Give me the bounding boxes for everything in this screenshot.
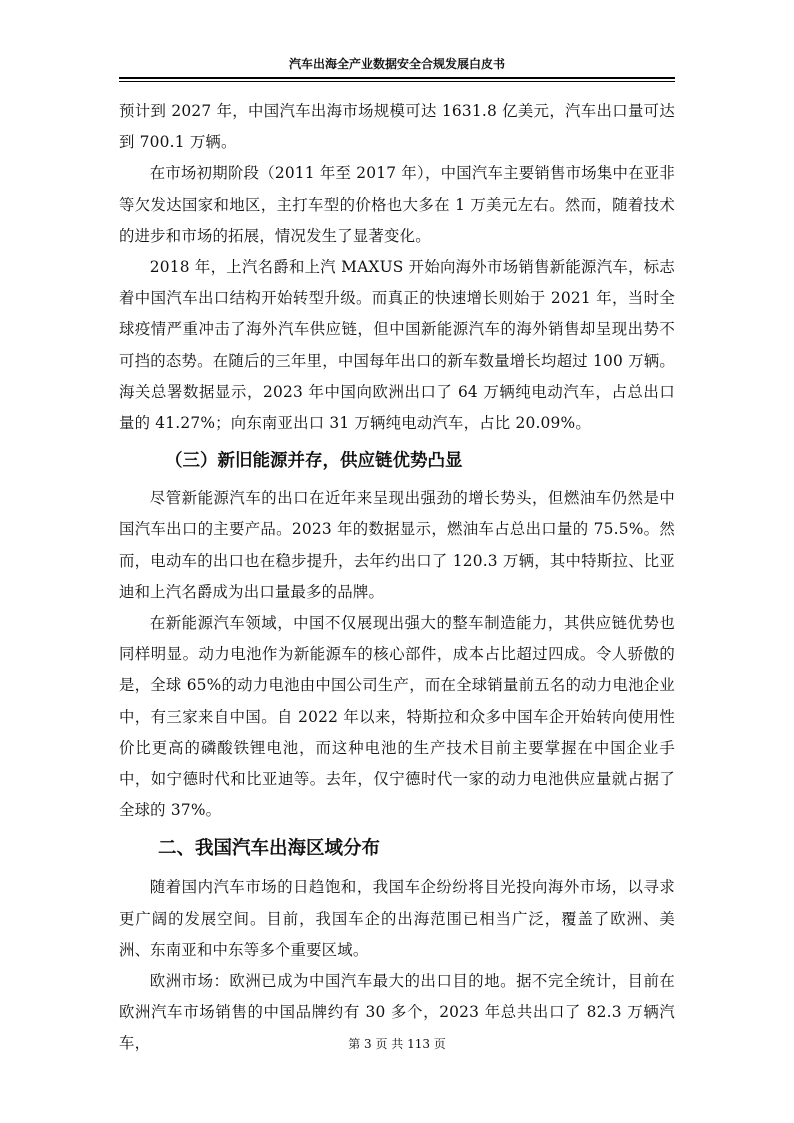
page-body bbox=[119, 96, 675, 1060]
paragraph-early-stage: 在市场初期阶段（2011 年至 2017 年），中国汽车主要销售市场集中在亚非等欠发达国家和地区，主打车型的价格也大多在 1 万美元左右。然而，随着技术的进步和市场的拓展，情况发生了显著变化。 bbox=[119, 164, 675, 245]
paragraph-market-forecast: 预计到 2027 年，中国汽车出海市场规模可达 1631.8 亿美元，汽车出口量可达到 700.1 万辆。 bbox=[119, 102, 675, 152]
document-header-title: 汽车出海全产业数据安全合规发展白皮书 bbox=[288, 57, 505, 71]
paragraph-battery-supply-chain: 在新能源汽车领域，中国不仅展现出强大的整车制造能力，其供应链优势也同样明显。动力电池作为新能源车的核心部件，成本占比超过四成。令人骄傲的是，全球 65%的动力电池由中国公司生产，而在全球销量前五名的动力电池企业中，有三家来自中国。自 2022 年以来，特斯拉和众多中国车企开始转向使用性价比更高的磷酸铁锂电池，而这种电池的生产技术目前主要掌握在中国企业手中，如宁德时代和比亚迪等。去年，仅宁德时代一家的动力电池供应量就占据了全球的 37%。 bbox=[119, 614, 675, 820]
header-rule-thin bbox=[119, 81, 675, 82]
chapter-heading-regional-distribution: 二、我国汽车出海区域分布 bbox=[158, 838, 381, 860]
paragraph-fuel-vs-electric: 尽管新能源汽车的出口在近年来呈现出强劲的增长势头，但燃油车仍然是中国汽车出口的主要产品。2023 年的数据显示，燃油车占总出口量的 75.5%。然而，电动车的出口也在稳步提升，去年约出口了 120.3 万辆，其中特斯拉、比亚迪和上汽名爵成为出口量最多的品牌。 bbox=[119, 489, 675, 601]
paragraph-europe-market: 欧洲市场：欧洲已成为中国汽车最大的出口目的地。据不完全统计，目前在欧洲汽车市场销售的中国品牌约有 30 多个，2023 年总共出口了 82.3 万辆汽车， bbox=[119, 972, 675, 1053]
header-rule bbox=[119, 77, 675, 79]
paragraph-overseas-expansion: 随着国内汽车市场的日趋饱和，我国车企纷纷将目光投向海外市场，以寻求更广阔的发展空间。目前，我国车企的出海范围已相当广泛，覆盖了欧洲、美洲、东南亚和中东等多个重要区域。 bbox=[119, 878, 675, 959]
section-heading-supply-chain: （三）新旧能源并存，供应链优势凸显 bbox=[165, 451, 463, 472]
paragraph-2018-transition: 2018 年，上汽名爵和上汽 MAXUS 开始向海外市场销售新能源汽车，标志着中国汽车出口结构开始转型升级。而真正的快速增长则始于 2021 年，当时全球疫情严重冲击了海外汽车供应链，但中国新能源汽车的海外销售却呈现出势不可挡的态势。在随后的三年里，中国每年出口的新车数量增长均超过 100 万辆。海关总署数据显示，2023 年中国向欧洲出口了 64 万辆纯电动汽车，占总出口量的 41.27%；向东南亚出口 31 万辆纯电动汽车，占比 20.09%。 bbox=[119, 258, 675, 433]
page-number-footer: 第 3 页 共 113 页 bbox=[348, 1037, 446, 1051]
